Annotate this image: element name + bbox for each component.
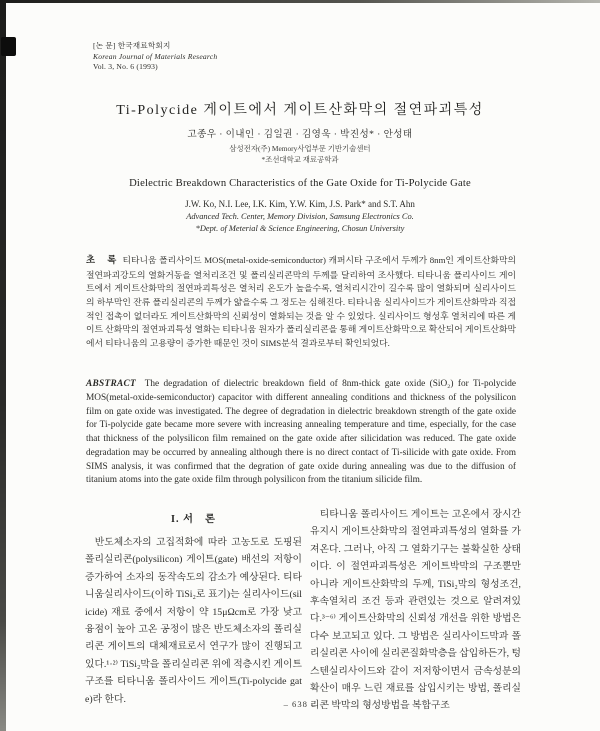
paper-title-korean: Ti-Polycide 게이트에서 게이트산화막의 절연파괴특성	[116, 103, 484, 118]
body-columns	[85, 506, 521, 715]
affiliation-korean-2: *조선대학교 재료공학과	[261, 155, 339, 164]
scan-edge-top	[0, 0, 600, 3]
paper-title-english: Dielectric Breakdown Characteristics of the Gate Oxide for Ti-Polycide Gate	[129, 178, 471, 189]
abstract-english-label: ABSTRACT	[86, 379, 136, 390]
affiliation-english-1: Advanced Tech. Center, Memory Division, Samsung Electronics Co.	[186, 212, 414, 221]
affiliation-korean-1: 삼성전자(주) Memory사업부문 기반기술센터	[229, 144, 371, 153]
authors-english: J.W. Ko, N.I. Lee, I.K. Kim, Y.W. Kim, J.S. Park* and S.T. Ahn	[185, 199, 415, 209]
section-heading-intro: I. 서 론	[171, 514, 216, 525]
volume-info: Vol. 3, No. 6 (1993)	[93, 62, 158, 71]
column-right	[310, 506, 521, 715]
abstract-korean-label: 초 록	[86, 255, 118, 266]
abstract-korean-text: 티타니움 폴리사이드 MOS(metal-oxide-semiconductor) 캐퍼시타 구조에서 두께가 8nm인 게이트산화막의 절연파괴강도의 열화거동을 열처리조건 및 폴리실리콘막의 두께를 달리하여 조사했다. 티타니움 폴리사이드 게이트에서 게이트산화막의 절연파괴특성은 열처리 온도가 높을수록, 열처리시간이 길수록 많이 열화되며 실리사이드의 하부막인 잔류 폴리실리콘의 두께가 얇을수록 그 정도는 심해진다. 티타니움 실리사이드가 게이트산화막과 직접적인 접촉이 없더라도 게이트산화막의 신뢰성이 열화되는 것을 알 수 있었다. 실리사이드 형성후 열처리에 따른 게이트 산화막의 절연파괴특성 열화는 티타니움 원자가 폴리실리콘을 통해 게이트산화막으로 확산되어 게이트산화막에서 티타니움의 고용량이 증가한 때문인 것이 SIMS분석 결과로부터 확인되었다.	[86, 254, 516, 349]
abstract-english	[86, 378, 516, 488]
journal-name: Korean Journal of Materials Research	[93, 51, 218, 61]
scan-artifact	[1, 37, 16, 56]
intro-paragraph-left: 반도체소자의 고집적화에 따라 고농도로 도핑된 폴리실리콘(polysilicon) 게이트(gate) 배선의 저항이 증가하여 소자의 동작속도의 감소가 예상된다. 티타니움실리사이드(이하 TiSi₂로 표기)는 실리사이드(silicide) 재료 중에서 저항이 약 15μΩcm로 가장 낮고 융점이 높아 고온 공정이 많은 반도체소자의 폴리실리콘 게이트의 대체재료로서 연구가 많이 진행되고 있다.¹·²⁾ TiSi₂막을 폴리실리콘 위에 적층시킨 게이트 구조를 티타니움 폴리사이드 게이트(Ti-polycide gate)라 한다.	[85, 537, 302, 705]
abstract-english-text: The degradation of dielectric breakdown field of 8nm-thick gate oxide (SiO₂) for Ti-polycide MOS(metal-oxide-semiconductor) capacitor with different annealing conditions and thickness of the polysilicon film on gate oxide was investigated. The degree of degradation in dielectric breakdown strength of the gate oxide for Ti-polycide gate became more severe with increasing annealing temperature and time, especially, for the case that thickness of the polysilicon film remained on the gate oxide after silicidation was reduced. The gate oxide degradation may be occurred by annealing although there is no direct contact of Ti-silicide with gate oxide. From SIMS analysis, it was confirmed that the degration of gate oxide during annealing was due to the diffusion of titanium atoms into the gate oxide film through polysilicon from the titanium silicide film.	[86, 379, 516, 486]
journal-header	[93, 41, 217, 73]
authors-korean: 고종우 · 이내인 · 김일권 · 김영욱 · 박진성* · 안성태	[187, 129, 413, 140]
intro-paragraph-right: 티타니움 폴리사이드 게이트는 고온에서 장시간 유지시 게이트산화막의 절연파괴특성의 열화를 가져온다. 그러나, 아직 그 열화기구는 불확실한 상태이다. 이 절연파괴특성은 게이트박막의 구조뿐만 아니라 게이트산화막의 두께, TiSi₂막의 형성조건, 후속열처리 조건 등과 관련있는 것으로 알려져있다.³⁻⁶⁾ 게이트산화막의 신뢰성 개선을 위한 방법은 다수 보고되고 있다. 그 방법은 실리사이드막과 폴리실리콘 사이에 실리콘질화막층을 삽입하든가, 텅스텐실리사이드와 같이 저저항이면서 금속성분의 확산이 매우 느린 재료를 삽입시키는 방법, 폴리실리콘 박막의 형성방법을 복합구조	[310, 509, 521, 712]
page-number: – 638 –	[283, 699, 317, 709]
abstract-korean	[86, 254, 516, 351]
paper-type-label: [논 문] 한국재료학회지	[93, 41, 171, 50]
affiliation-english-2: *Dept. of Meterial & Science Engineering, Chosun University	[195, 224, 405, 233]
column-left	[85, 506, 302, 715]
